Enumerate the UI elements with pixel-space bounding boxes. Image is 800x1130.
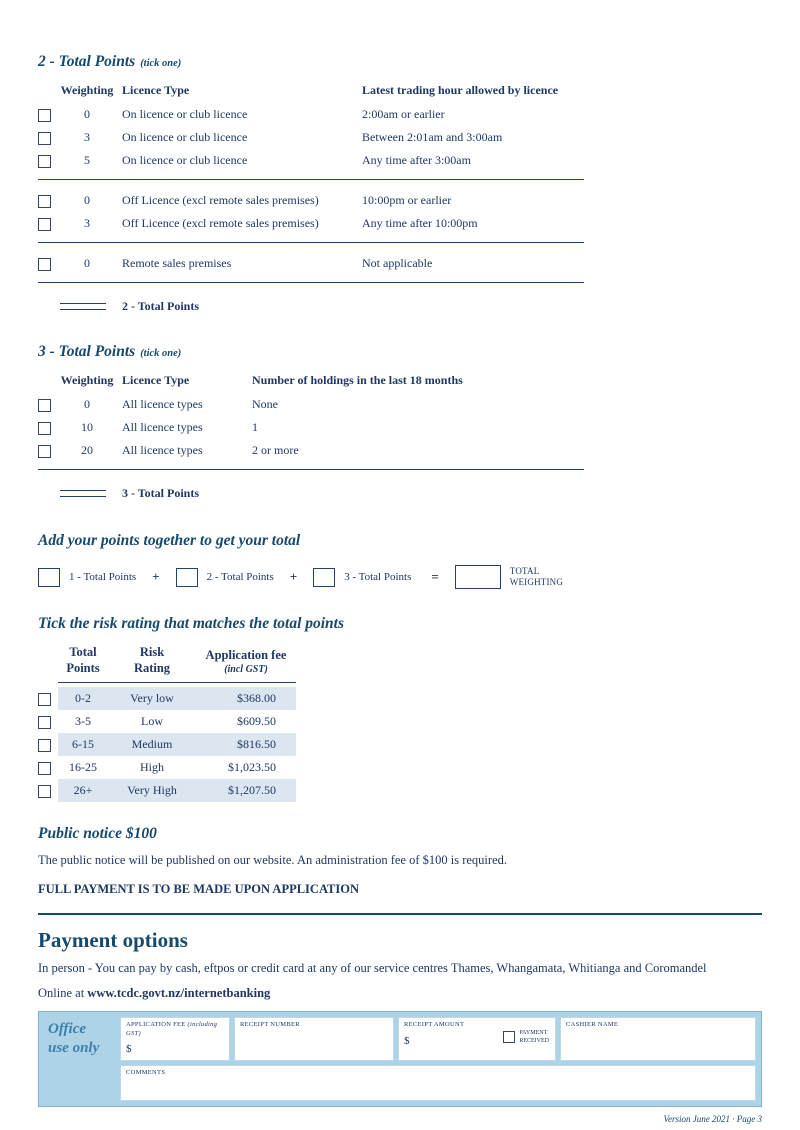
risk-rating: Medium	[131, 737, 173, 752]
plus-sign: +	[289, 569, 298, 584]
tick-checkbox[interactable]	[38, 132, 51, 145]
table-row	[38, 439, 584, 462]
risk-table	[38, 645, 762, 802]
total-weighting-line2: WEIGHTING	[509, 577, 564, 587]
section2-total-blank[interactable]	[60, 303, 106, 310]
total-points-2-box[interactable]	[176, 568, 198, 587]
section2-table-header	[38, 81, 584, 99]
weighting-value: 0	[84, 397, 90, 411]
page-footer: Version June 2021 · Page 3	[663, 1114, 762, 1125]
points-range: 6-15	[72, 737, 94, 752]
tick-checkbox[interactable]	[38, 693, 51, 706]
office-row-1	[120, 1017, 756, 1061]
total-points-3-label: 3 - Total Points	[344, 571, 412, 583]
points-range: 16-25	[69, 760, 97, 775]
weighting-value: 0	[84, 107, 90, 121]
section2-title	[38, 52, 762, 73]
header-licence-type: Licence Type	[122, 82, 190, 97]
risk-row	[38, 687, 762, 710]
total-weighting-line1: TOTAL	[509, 565, 540, 576]
licence-type-value: All licence types	[122, 443, 203, 457]
table-row	[38, 189, 584, 212]
risk-title: Tick the risk rating that matches the total points	[38, 615, 345, 632]
payment-online-line	[38, 986, 762, 1001]
tick-checkbox[interactable]	[38, 218, 51, 231]
comments-field[interactable]	[120, 1065, 756, 1101]
section2-group-off-licence	[38, 189, 584, 243]
section2-total-row	[38, 296, 762, 316]
payment-received-checkbox[interactable]	[503, 1031, 515, 1043]
section2-title-text: 2 - Total Points	[38, 53, 136, 70]
tick-checkbox[interactable]	[38, 762, 51, 775]
receipt-amount-label: RECEIPT AMOUNT	[404, 1021, 465, 1029]
weighting-value: 5	[84, 153, 90, 167]
holdings-value: None	[252, 397, 278, 411]
table-row	[38, 212, 584, 235]
trading-hour-value: Between 2:01am and 3:00am	[362, 130, 503, 144]
header-risk-rating: Risk Rating	[133, 645, 171, 675]
application-fee: $1,023.50	[228, 760, 276, 775]
section3-total-blank[interactable]	[60, 490, 106, 497]
comments-label: COMMENTS	[126, 1069, 166, 1077]
section3-title	[38, 342, 762, 363]
dollar-sign: $	[404, 1034, 410, 1047]
points-range: 3-5	[75, 714, 91, 729]
header-total-points: Total Points	[66, 645, 100, 675]
section3-total-label: 3 - Total Points	[122, 485, 200, 500]
licence-type-value: On licence or club licence	[122, 107, 248, 121]
table-row	[38, 149, 584, 172]
tick-checkbox[interactable]	[38, 155, 51, 168]
table-row	[38, 126, 584, 149]
application-fee: $816.50	[237, 737, 276, 752]
add-points-row	[38, 564, 762, 590]
section3-table-header	[38, 371, 584, 389]
office-use-label: Office use only	[48, 1021, 100, 1056]
total-weighting-box[interactable]	[455, 565, 501, 589]
header-trading-hour: Latest trading hour allowed by licence	[362, 82, 559, 97]
header-weighting: Weighting	[60, 82, 114, 97]
trading-hour-value: Any time after 3:00am	[362, 153, 471, 167]
header-application-fee: Application fee (incl GST)	[196, 648, 296, 676]
public-notice-title: Public notice $100	[38, 825, 157, 843]
risk-table-body	[38, 687, 762, 802]
holdings-value: 2 or more	[252, 443, 299, 457]
risk-row	[38, 710, 762, 733]
equals-sign: =	[431, 569, 439, 584]
section2-table	[38, 81, 584, 283]
plus-sign: +	[152, 569, 160, 584]
risk-rating: Very High	[127, 783, 177, 798]
tick-checkbox[interactable]	[38, 422, 51, 435]
online-prefix: Online at	[38, 986, 88, 1001]
risk-rating: Low	[141, 714, 163, 729]
cashier-name-field[interactable]	[560, 1017, 756, 1061]
licence-type-value: Off Licence (excl remote sales premises)	[122, 216, 319, 230]
incl-gst-note: (incl GST)	[224, 663, 268, 675]
risk-rating: Very low	[130, 691, 174, 706]
points-range: 0-2	[75, 691, 91, 706]
total-weighting-label	[510, 566, 563, 589]
public-notice-body: The public notice will be published on our website. An administration fee of $100 is required.	[38, 853, 507, 868]
tick-checkbox[interactable]	[38, 109, 51, 122]
including-gst-note: (including GST)	[126, 1021, 218, 1037]
risk-rating: High	[140, 760, 164, 775]
payment-received-label: PAYMENT RECEIVED	[519, 1030, 549, 1045]
tick-checkbox[interactable]	[38, 739, 51, 752]
header-weighting: Weighting	[60, 372, 114, 387]
internet-banking-link[interactable]: www.tcdc.govt.nz/internetbanking	[87, 986, 271, 1001]
risk-row	[38, 779, 762, 802]
payment-in-person-text: In person - You can pay by cash, eftpos or credit card at any of our service centres Thames, Whangamata, Whitianga and Coromandel	[38, 961, 707, 976]
receipt-number-field[interactable]	[234, 1017, 394, 1061]
tick-checkbox[interactable]	[38, 195, 51, 208]
tick-checkbox[interactable]	[38, 445, 51, 458]
total-points-3-box[interactable]	[313, 568, 335, 587]
weighting-value: 0	[84, 256, 90, 270]
application-fee: $1,207.50	[228, 783, 276, 798]
licence-type-value: All licence types	[122, 397, 203, 411]
licence-type-value: Remote sales premises	[122, 256, 232, 270]
risk-table-header	[38, 645, 762, 683]
points-range: 26+	[73, 783, 93, 798]
trading-hour-value: 2:00am or earlier	[362, 107, 445, 121]
total-points-1-box[interactable]	[38, 568, 60, 587]
weighting-value: 20	[81, 443, 93, 457]
licence-type-value: All licence types	[122, 420, 203, 434]
office-fields	[120, 1017, 756, 1101]
weighting-value: 3	[84, 216, 90, 230]
risk-row	[38, 733, 762, 756]
licence-type-value: Off Licence (excl remote sales premises)	[122, 193, 319, 207]
section3-title-text: 3 - Total Points	[38, 343, 136, 360]
total-points-1-label: 1 - Total Points	[69, 571, 137, 583]
application-fee: $609.50	[237, 714, 276, 729]
trading-hour-value: Any time after 10:00pm	[362, 216, 478, 230]
section3-total-row	[38, 483, 762, 503]
section2-total-label: 2 - Total Points	[122, 298, 200, 313]
licence-type-value: On licence or club licence	[122, 130, 248, 144]
header-holdings: Number of holdings in the last 18 months	[252, 372, 463, 387]
tick-checkbox[interactable]	[38, 785, 51, 798]
trading-hour-value: 10:00pm or earlier	[362, 193, 452, 207]
weighting-value: 10	[81, 420, 93, 434]
section-divider	[38, 913, 762, 915]
tick-checkbox[interactable]	[38, 258, 51, 271]
weighting-value: 0	[84, 193, 90, 207]
section3-table	[38, 371, 584, 470]
add-points-title: Add your points together to get your total	[38, 532, 301, 549]
table-row	[38, 416, 584, 439]
full-payment-note: FULL PAYMENT IS TO BE MADE UPON APPLICATION	[38, 882, 360, 897]
receipt-number-label: RECEIPT NUMBER	[240, 1021, 300, 1029]
tick-checkbox[interactable]	[38, 399, 51, 412]
dollar-sign: $	[126, 1043, 132, 1056]
table-row	[38, 252, 584, 275]
licence-type-value: On licence or club licence	[122, 153, 248, 167]
table-row	[38, 393, 584, 416]
table-row	[38, 103, 584, 126]
application-fee-field[interactable]	[120, 1017, 230, 1061]
cashier-name-label: CASHIER NAME	[566, 1021, 619, 1029]
section2-group-remote	[38, 252, 584, 283]
office-use-box	[38, 1011, 762, 1107]
trading-hour-value: Not applicable	[362, 256, 433, 270]
payment-options-title: Payment options	[38, 928, 188, 953]
weighting-value: 3	[84, 130, 90, 144]
holdings-value: 1	[252, 420, 258, 434]
section3-group	[38, 393, 584, 470]
header-licence-type: Licence Type	[122, 372, 190, 387]
payment-received-group	[503, 1029, 549, 1045]
application-fee-label: APPLICATION FEE (including GST)	[126, 1021, 218, 1037]
section2-tick-note: (tick one)	[140, 58, 182, 69]
section3-tick-note: (tick one)	[140, 348, 182, 359]
section2-group-on-licence	[38, 103, 584, 180]
total-points-2-label: 2 - Total Points	[206, 571, 274, 583]
application-fee: $368.00	[237, 691, 276, 706]
tick-checkbox[interactable]	[38, 716, 51, 729]
receipt-amount-field[interactable]	[398, 1017, 556, 1061]
risk-row	[38, 756, 762, 779]
